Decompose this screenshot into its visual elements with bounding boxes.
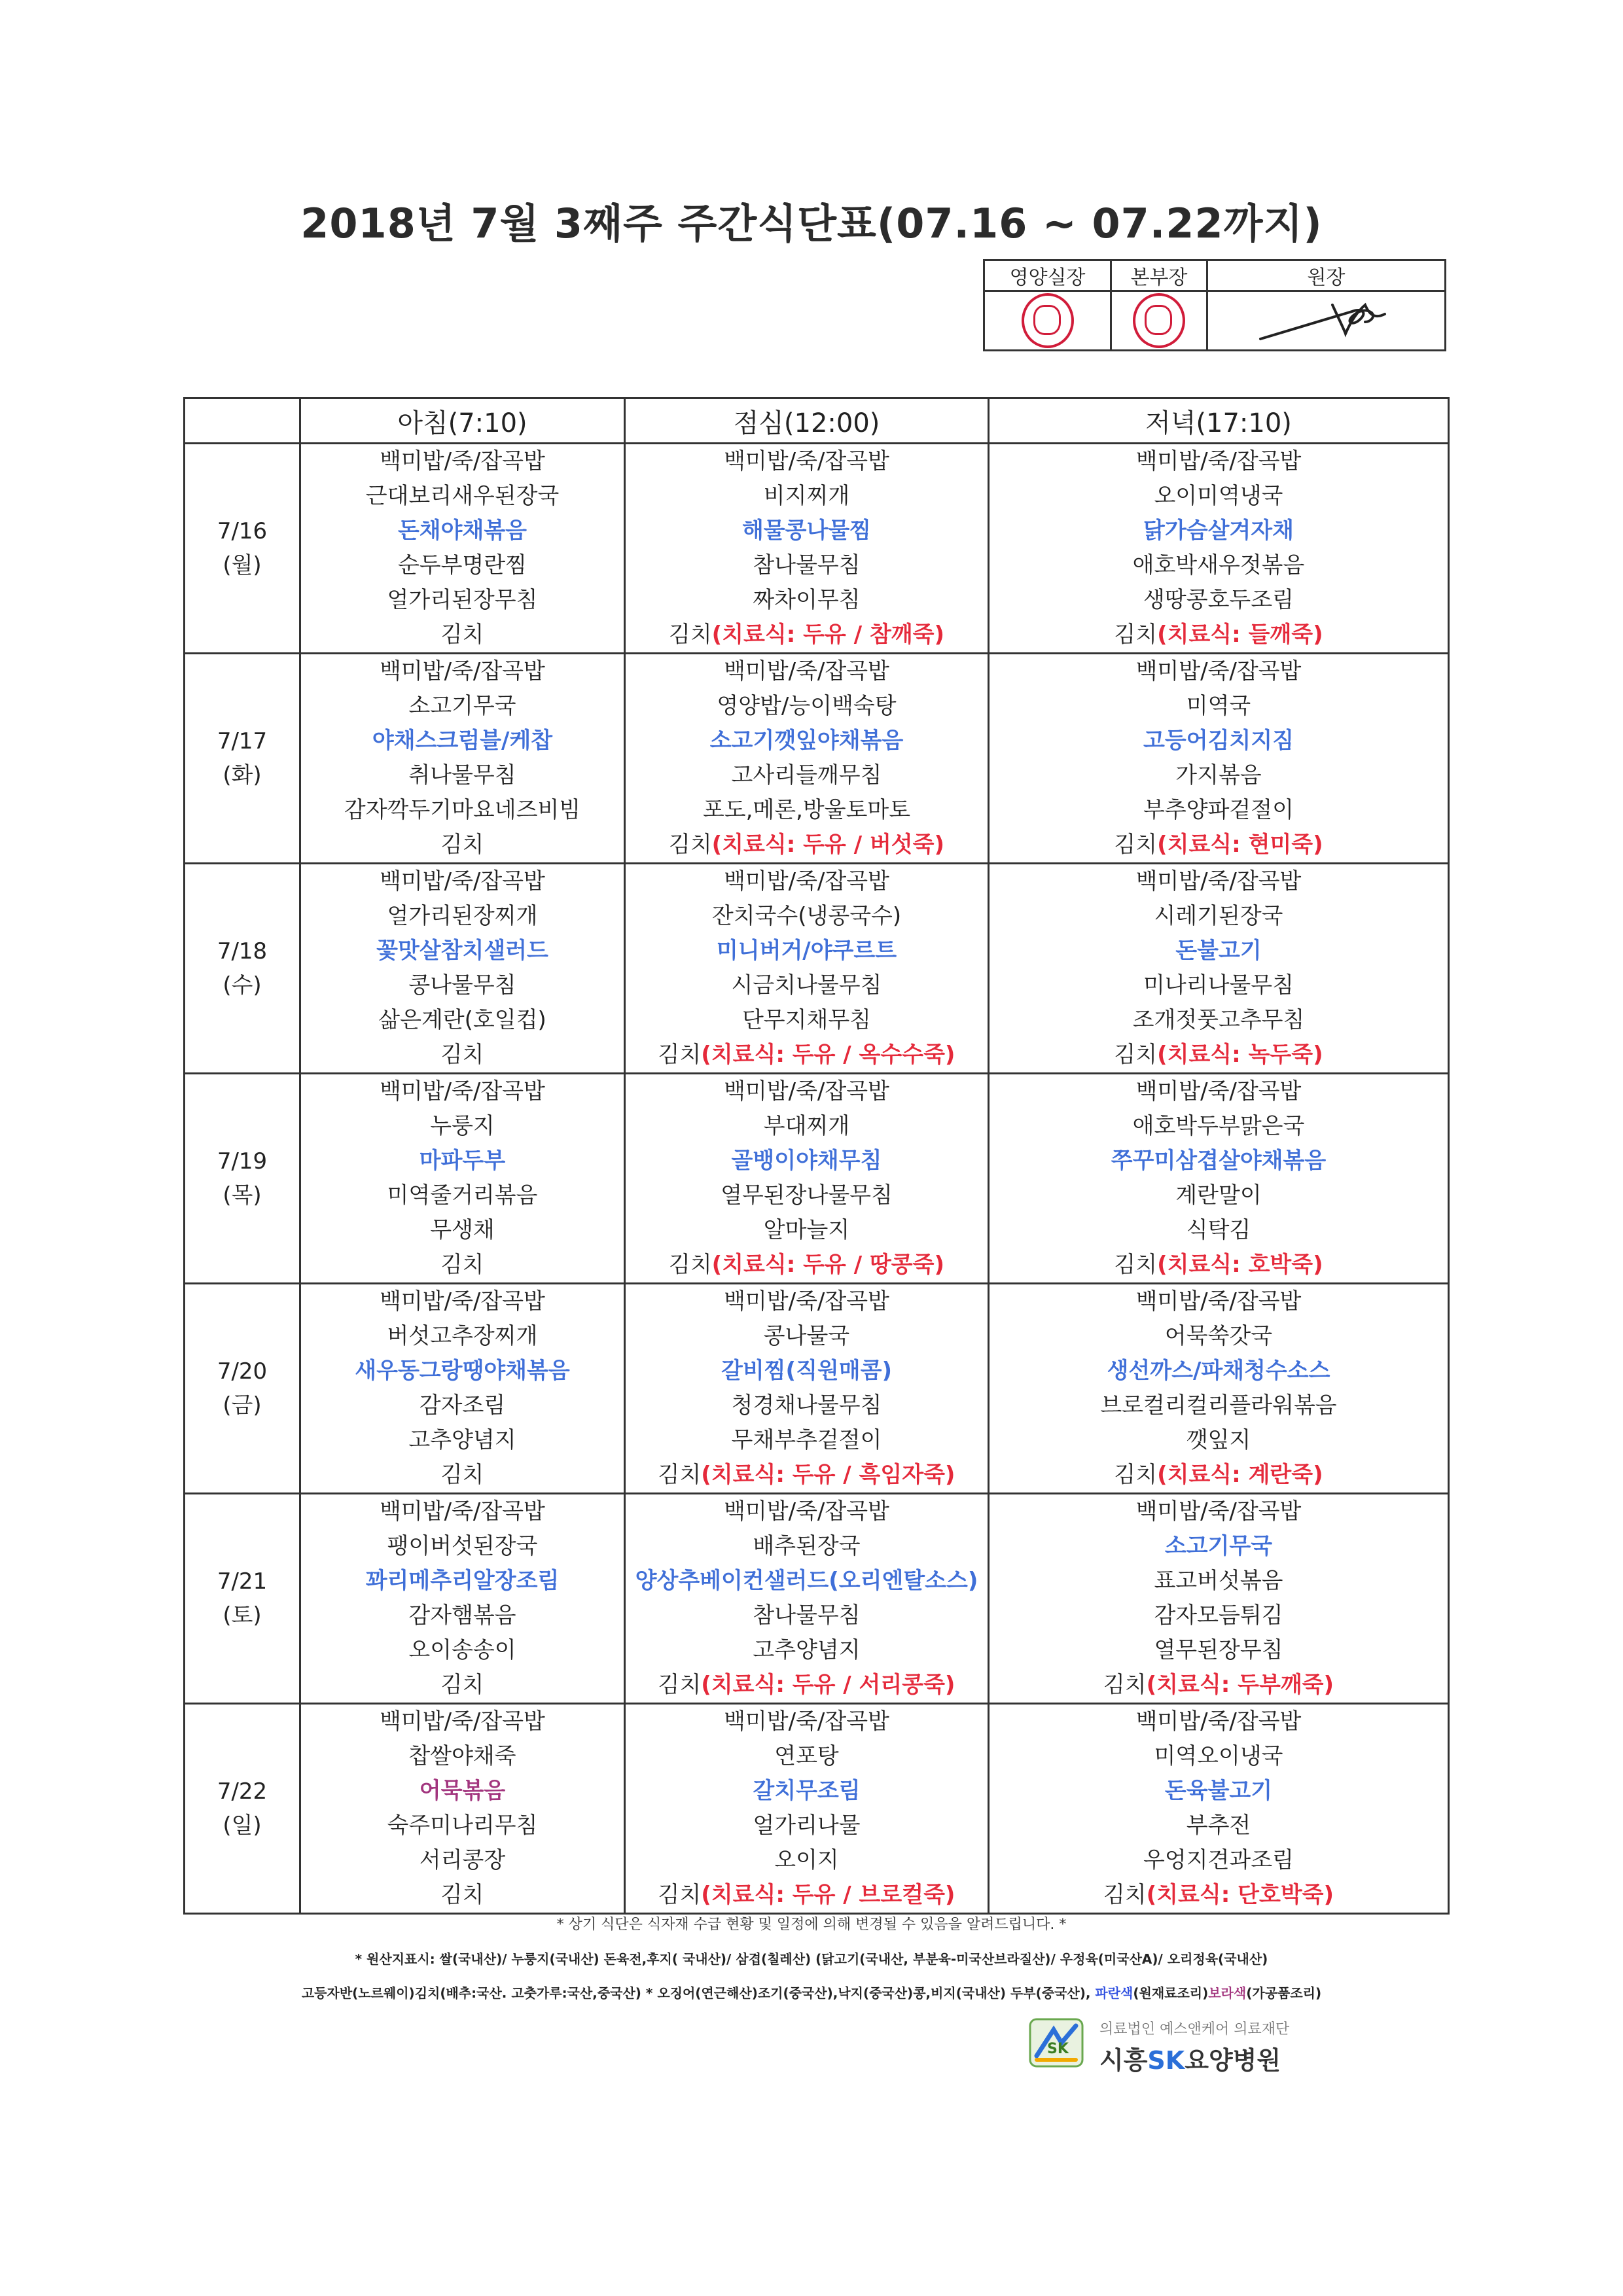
breakfast-item: 백미밥/죽/잡곡밥 <box>380 1498 545 1525</box>
breakfast-cell <box>300 1284 625 1494</box>
lunch-item: 콩나물국 <box>763 1323 850 1349</box>
legend-blue: 파란색 <box>1095 1985 1133 2001</box>
breakfast-item: 백미밥/죽/잡곡밥 <box>380 448 545 474</box>
breakfast-cell <box>300 1494 625 1704</box>
dinner-cell <box>989 1704 1449 1914</box>
day-date: 7/20 <box>217 1358 268 1385</box>
breakfast-item: 김치 <box>440 1462 484 1488</box>
lunch-item: 김치(치료식: 두유 / 서리콩죽) <box>658 1672 955 1698</box>
approval-header-head: 원장 <box>1207 260 1445 291</box>
origin-notice-line-1: * 원산지표시: 쌀(국내산)/ 누룽지(국내산) 돈육전,후지( 국내산)/ 삼겹(칠레산) (닭고기(국내산, 부분육-미국산브라질산)/ 우정육(미국산A)/ 오리정육(국내산) <box>355 1951 1268 1967</box>
day-weekday: (금) <box>223 1392 262 1419</box>
lunch-item: 김치(치료식: 두유 / 옥수수죽) <box>658 1042 955 1068</box>
breakfast-item: 고추양념지 <box>408 1427 516 1453</box>
breakfast-item: 새우동그랑땡야채볶음 <box>355 1358 570 1384</box>
dinner-item: 김치(치료식: 계란죽) <box>1114 1462 1323 1488</box>
lunch-item: 짜차이무침 <box>753 587 861 613</box>
logo-name: 시흥SK요양병원 <box>1099 2046 1281 2075</box>
hospital-logo <box>1027 2014 1355 2073</box>
lunch-item: 잔치국수(냉콩국수) <box>711 903 902 929</box>
approval-seal-cell-1 <box>984 291 1111 351</box>
breakfast-item: 얼가리된장무침 <box>387 587 538 613</box>
breakfast-item: 미역줄거리볶음 <box>387 1182 538 1209</box>
dinner-item: 미역오이냉국 <box>1154 1743 1283 1769</box>
breakfast-item: 삶은계란(호일컵) <box>378 1007 546 1033</box>
day-weekday: (토) <box>223 1602 262 1629</box>
breakfast-item: 감자햄볶음 <box>408 1602 516 1629</box>
day-label-cell <box>185 444 300 654</box>
dinner-item: 애호박두부맑은국 <box>1132 1113 1305 1139</box>
column-dinner: 저녁(17:10) <box>989 398 1449 444</box>
dinner-item: 시레기된장국 <box>1154 903 1283 929</box>
corner-cell <box>185 398 300 444</box>
dinner-item: 돈육불고기 <box>1164 1778 1273 1804</box>
breakfast-item: 김치 <box>440 622 484 648</box>
lunch-item: 골뱅이야채무침 <box>731 1148 882 1174</box>
breakfast-item: 찹쌀야채죽 <box>408 1743 516 1769</box>
lunch-item: 백미밥/죽/잡곡밥 <box>724 658 889 684</box>
menu-header-row <box>185 398 1449 444</box>
therapy-diet-note: (치료식: 단호박죽) <box>1146 1882 1334 1908</box>
lunch-item: 오이지 <box>774 1847 839 1873</box>
lunch-item: 영양밥/능이백숙탕 <box>717 693 897 719</box>
legend-purple: 보라색 <box>1208 1985 1247 2001</box>
dinner-item: 김치(치료식: 단호박죽) <box>1103 1882 1334 1908</box>
dinner-item: 백미밥/죽/잡곡밥 <box>1135 448 1302 474</box>
lunch-item: 백미밥/죽/잡곡밥 <box>724 1498 889 1525</box>
lunch-item: 백미밥/죽/잡곡밥 <box>724 1288 889 1315</box>
breakfast-item: 감자조림 <box>419 1392 506 1419</box>
breakfast-item: 김치 <box>440 832 484 858</box>
breakfast-item: 꽃맛살참치샐러드 <box>376 938 548 964</box>
breakfast-item: 취나물무침 <box>408 762 516 788</box>
weekly-menu-table <box>183 397 1450 1915</box>
lunch-item: 포도,메론,방울토마토 <box>702 797 911 823</box>
lunch-item: 김치(치료식: 두유 / 흑임자죽) <box>658 1462 955 1488</box>
breakfast-item: 돈채야채볶음 <box>397 518 527 544</box>
breakfast-item: 누룽지 <box>430 1113 495 1139</box>
lunch-item: 백미밥/죽/잡곡밥 <box>724 1708 889 1735</box>
lunch-cell <box>625 1494 989 1704</box>
breakfast-item: 김치 <box>440 1042 484 1068</box>
dinner-item: 생땅콩호두조림 <box>1143 587 1294 613</box>
breakfast-item: 백미밥/죽/잡곡밥 <box>380 1708 545 1735</box>
column-breakfast: 아침(7:10) <box>300 398 625 444</box>
lunch-item: 단무지채무침 <box>741 1007 872 1033</box>
therapy-diet-note: (치료식: 두부깨죽) <box>1146 1672 1334 1698</box>
menu-day-row <box>185 1284 1449 1494</box>
lunch-item: 비지찌개 <box>763 483 850 509</box>
therapy-diet-note: (치료식: 두유 / 참깨죽) <box>711 622 945 648</box>
dinner-item: 김치(치료식: 호박죽) <box>1114 1252 1323 1278</box>
red-seal-stamp-icon <box>1022 293 1074 348</box>
therapy-diet-note: (치료식: 두유 / 서리콩죽) <box>701 1672 955 1698</box>
approval-header-director: 본부장 <box>1111 260 1207 291</box>
day-date: 7/16 <box>217 518 268 544</box>
dinner-item: 어묵쑥갓국 <box>1164 1323 1273 1349</box>
day-weekday: (일) <box>223 1812 262 1839</box>
dinner-item: 소고기무국 <box>1164 1533 1273 1559</box>
approval-header-nutrition: 영양실장 <box>984 260 1111 291</box>
day-date: 7/17 <box>217 728 268 754</box>
logo-subtitle: 의료법인 예스앤케어 의료재단 <box>1099 2021 1290 2038</box>
lunch-item: 김치(치료식: 두유 / 참깨죽) <box>668 622 945 648</box>
origin-notice-line-2 <box>0 1983 1623 2002</box>
lunch-item: 김치(치료식: 두유 / 땅콩죽) <box>668 1252 945 1278</box>
lunch-cell <box>625 1704 989 1914</box>
dinner-item: 부추전 <box>1186 1812 1251 1839</box>
breakfast-item: 감자깍두기마요네즈비빔 <box>344 797 581 823</box>
breakfast-item: 백미밥/죽/잡곡밥 <box>380 658 545 684</box>
breakfast-item: 버섯고추장찌개 <box>387 1323 538 1349</box>
menu-day-row <box>185 1074 1449 1284</box>
therapy-diet-note: (치료식: 두유 / 땅콩죽) <box>711 1252 945 1278</box>
breakfast-cell <box>300 864 625 1074</box>
lunch-item: 청경채나물무침 <box>731 1392 882 1419</box>
dinner-item: 김치(치료식: 현미죽) <box>1114 832 1323 858</box>
breakfast-item: 어묵볶음 <box>419 1778 506 1804</box>
dinner-item: 부추양파겉절이 <box>1143 797 1294 823</box>
day-weekday: (목) <box>223 1182 262 1209</box>
lunch-cell <box>625 444 989 654</box>
lunch-item: 알마늘지 <box>763 1217 850 1243</box>
breakfast-item: 김치 <box>440 1882 484 1908</box>
column-lunch: 점심(12:00) <box>625 398 989 444</box>
day-date: 7/19 <box>217 1148 268 1174</box>
dinner-item: 미역국 <box>1186 693 1251 719</box>
breakfast-item: 소고기무국 <box>408 693 516 719</box>
dinner-item: 돈불고기 <box>1175 938 1262 964</box>
dinner-item: 김치(치료식: 녹두죽) <box>1114 1042 1323 1068</box>
dinner-item: 계란말이 <box>1175 1182 1262 1209</box>
dinner-item: 백미밥/죽/잡곡밥 <box>1135 658 1302 684</box>
day-date: 7/21 <box>217 1568 268 1595</box>
breakfast-item: 백미밥/죽/잡곡밥 <box>380 868 545 894</box>
dinner-item: 고등어김치지짐 <box>1143 728 1294 754</box>
lunch-item: 소고기깻잎야채볶음 <box>709 728 904 754</box>
therapy-diet-note: (치료식: 들깨죽) <box>1157 622 1323 648</box>
day-label-cell <box>185 864 300 1074</box>
lunch-item: 백미밥/죽/잡곡밥 <box>724 448 889 474</box>
dinner-item: 백미밥/죽/잡곡밥 <box>1135 1708 1302 1735</box>
dinner-item: 감자모듬튀김 <box>1154 1602 1283 1629</box>
day-date: 7/18 <box>217 938 268 964</box>
day-weekday: (화) <box>223 762 262 788</box>
dinner-item: 표고버섯볶음 <box>1154 1568 1283 1594</box>
breakfast-item: 무생채 <box>430 1217 495 1243</box>
lunch-item: 양상추베이컨샐러드(오리엔탈소스) <box>635 1568 978 1594</box>
day-label-cell <box>185 1494 300 1704</box>
dinner-cell <box>989 1494 1449 1704</box>
dinner-cell <box>989 444 1449 654</box>
lunch-cell <box>625 864 989 1074</box>
therapy-diet-note: (치료식: 호박죽) <box>1157 1252 1323 1278</box>
lunch-item: 열무된장나물무침 <box>721 1182 893 1209</box>
page-title: 2018년 7월 3째주 주간식단표(07.16 ~ 07.22까지) <box>300 200 1323 247</box>
lunch-item: 얼가리나물 <box>753 1812 861 1839</box>
menu-day-row <box>185 1704 1449 1914</box>
breakfast-item: 근대보리새우된장국 <box>365 483 560 509</box>
lunch-item: 배추된장국 <box>753 1533 861 1559</box>
dinner-item: 우엉지견과조림 <box>1143 1847 1294 1873</box>
lunch-item: 참나물무침 <box>753 552 861 578</box>
menu-day-row <box>185 444 1449 654</box>
breakfast-cell <box>300 654 625 864</box>
breakfast-item: 김치 <box>440 1672 484 1698</box>
breakfast-item: 숙주미나리무침 <box>387 1812 538 1839</box>
lunch-item: 갈비찜(직원매콤) <box>721 1358 892 1384</box>
day-label-cell <box>185 1704 300 1914</box>
dinner-item: 백미밥/죽/잡곡밥 <box>1135 1288 1302 1315</box>
dinner-cell <box>989 864 1449 1074</box>
lunch-item: 연포탕 <box>774 1743 839 1769</box>
lunch-item: 고사리들깨무침 <box>731 762 882 788</box>
dinner-item: 미나리나물무침 <box>1143 972 1294 998</box>
menu-day-row <box>185 654 1449 864</box>
therapy-diet-note: (치료식: 두유 / 버섯죽) <box>711 832 945 858</box>
therapy-diet-note: (치료식: 두유 / 브로컬죽) <box>701 1882 955 1908</box>
approval-signature-cell <box>1207 291 1445 351</box>
therapy-diet-note: (치료식: 녹두죽) <box>1157 1042 1323 1068</box>
lunch-item: 미니버거/야쿠르트 <box>716 938 897 964</box>
dinner-item: 열무된장무침 <box>1154 1637 1283 1663</box>
dinner-item: 백미밥/죽/잡곡밥 <box>1135 1498 1302 1525</box>
svg-text:SK: SK <box>1047 2041 1069 2057</box>
breakfast-item: 팽이버섯된장국 <box>387 1533 538 1559</box>
legend-purple-desc: (가공품조리) <box>1246 1985 1322 2001</box>
lunch-item: 부대찌개 <box>763 1113 850 1139</box>
origin-notice-text: 고등자반(노르웨이)김치(배추:국산. 고춧가루:국산,중국산) * 오징어(연근해산)조기(중국산),낙지(중국산)콩,비지(국내산) 두부(중국산), <box>301 1985 1091 2001</box>
lunch-cell <box>625 1074 989 1284</box>
lunch-item: 무채부추겉절이 <box>731 1427 882 1453</box>
breakfast-cell <box>300 444 625 654</box>
dinner-item: 닭가슴살겨자채 <box>1143 518 1294 544</box>
dinner-item: 깻잎지 <box>1186 1427 1251 1453</box>
dinner-item: 쭈꾸미삼겹살야채볶음 <box>1111 1148 1327 1174</box>
dinner-item: 애호박새우젓볶음 <box>1132 552 1305 578</box>
breakfast-item: 마파두부 <box>419 1148 506 1174</box>
dinner-item: 김치(치료식: 들깨죽) <box>1114 622 1323 648</box>
breakfast-item: 얼가리된장찌개 <box>387 903 538 929</box>
breakfast-cell <box>300 1704 625 1914</box>
lunch-item: 갈치무조림 <box>753 1778 861 1804</box>
dinner-item: 백미밥/죽/잡곡밥 <box>1135 1078 1302 1104</box>
breakfast-item: 오이송송이 <box>408 1637 516 1663</box>
dinner-cell <box>989 654 1449 864</box>
red-seal-stamp-icon <box>1133 293 1185 348</box>
dinner-item: 오이미역냉국 <box>1154 483 1283 509</box>
dinner-item: 브로컬리컬리플라워볶음 <box>1100 1392 1337 1419</box>
day-label-cell <box>185 1074 300 1284</box>
lunch-cell <box>625 1284 989 1494</box>
day-date: 7/22 <box>217 1778 268 1805</box>
dinner-item: 김치(치료식: 두부깨죽) <box>1103 1672 1334 1698</box>
lunch-item: 백미밥/죽/잡곡밥 <box>724 1078 889 1104</box>
lunch-item: 참나물무침 <box>753 1602 861 1629</box>
breakfast-item: 콩나물무침 <box>408 972 516 998</box>
change-notice: * 상기 식단은 식자재 수급 현황 및 일정에 의해 변경될 수 있음을 알려드립니다. * <box>556 1916 1067 1933</box>
dinner-item: 식탁김 <box>1186 1217 1251 1243</box>
therapy-diet-note: (치료식: 계란죽) <box>1157 1462 1323 1488</box>
day-weekday: (수) <box>223 972 262 998</box>
breakfast-item: 백미밥/죽/잡곡밥 <box>380 1078 545 1104</box>
therapy-diet-note: (치료식: 두유 / 흑임자죽) <box>701 1462 955 1488</box>
day-label-cell <box>185 654 300 864</box>
hospital-logo-icon <box>1027 2017 1085 2069</box>
breakfast-item: 서리콩장 <box>419 1847 506 1873</box>
lunch-item: 김치(치료식: 두유 / 버섯죽) <box>668 832 945 858</box>
lunch-item: 시금치나물무침 <box>731 972 882 998</box>
menu-day-row <box>185 864 1449 1074</box>
breakfast-item: 백미밥/죽/잡곡밥 <box>380 1288 545 1315</box>
day-weekday: (월) <box>223 552 262 578</box>
dinner-item: 백미밥/죽/잡곡밥 <box>1135 868 1302 894</box>
lunch-item: 김치(치료식: 두유 / 브로컬죽) <box>658 1882 955 1908</box>
dinner-item: 가지볶음 <box>1175 762 1262 788</box>
dinner-item: 생선까스/파채청수소스 <box>1107 1358 1330 1384</box>
dinner-cell <box>989 1074 1449 1284</box>
lunch-cell <box>625 654 989 864</box>
therapy-diet-note: (치료식: 두유 / 옥수수죽) <box>701 1042 955 1068</box>
breakfast-item: 꽈리메추리알장조림 <box>365 1568 560 1594</box>
dinner-item: 조개젓풋고추무침 <box>1132 1007 1305 1033</box>
breakfast-item: 김치 <box>440 1252 484 1278</box>
menu-day-row <box>185 1494 1449 1704</box>
lunch-item: 해물콩나물찜 <box>741 518 872 544</box>
breakfast-item: 야채스크럼블/케찹 <box>372 728 553 754</box>
breakfast-item: 순두부명란찜 <box>397 552 527 578</box>
lunch-item: 고추양념지 <box>753 1637 861 1663</box>
therapy-diet-note: (치료식: 현미죽) <box>1157 832 1323 858</box>
breakfast-cell <box>300 1074 625 1284</box>
approval-seal-cell-2 <box>1111 291 1207 351</box>
legend-blue-desc: (원재료조리) <box>1133 1985 1209 2001</box>
approval-box <box>983 259 1446 351</box>
signature-icon <box>1254 293 1398 345</box>
lunch-item: 백미밥/죽/잡곡밥 <box>724 868 889 894</box>
day-label-cell <box>185 1284 300 1494</box>
dinner-cell <box>989 1284 1449 1494</box>
